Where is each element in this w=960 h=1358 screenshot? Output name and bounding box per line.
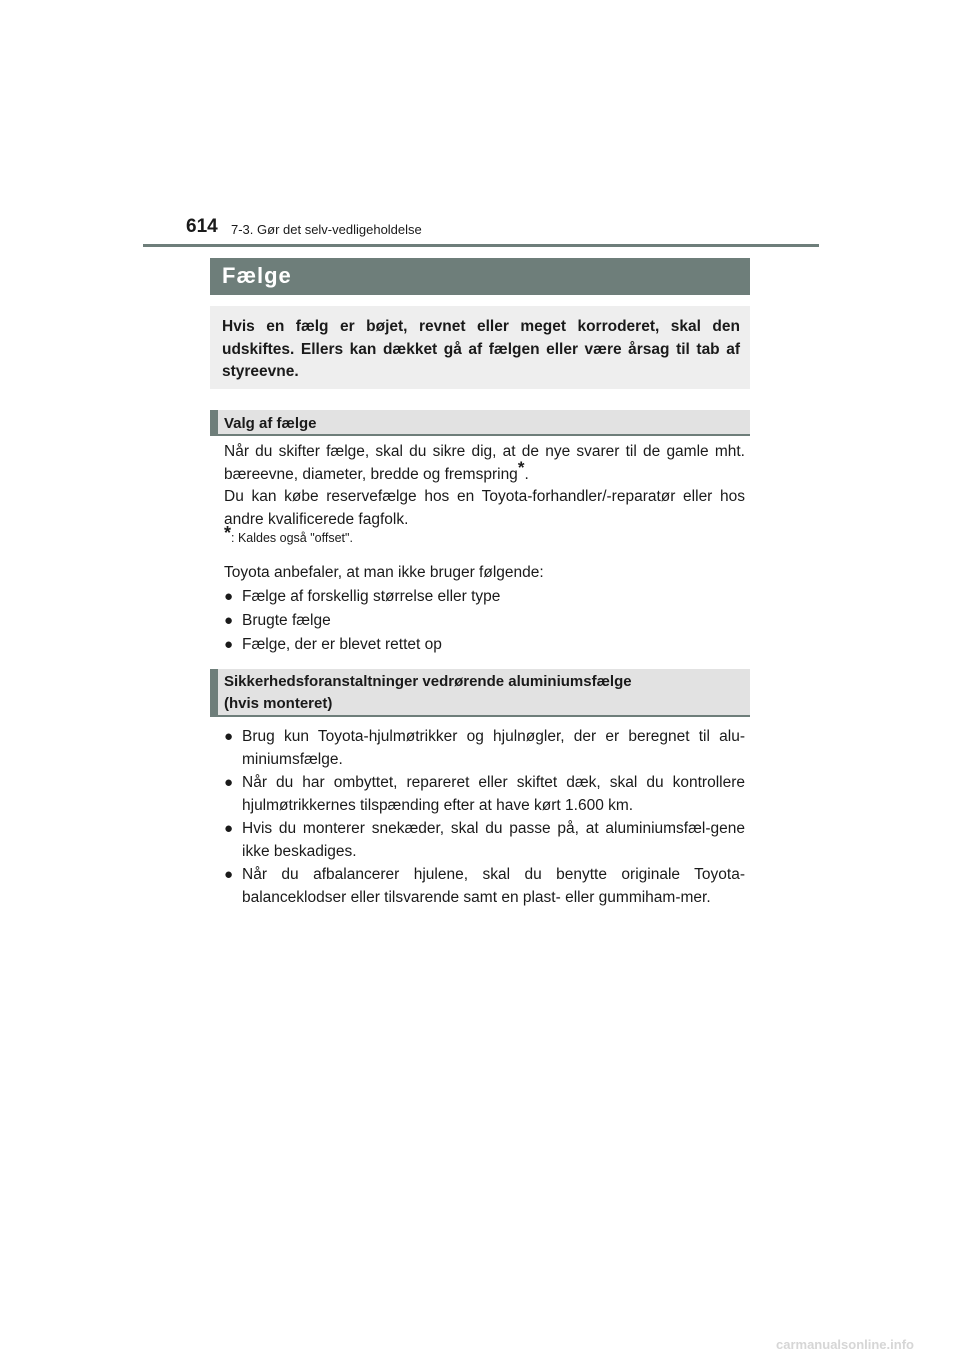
paragraph-reservefaelge: Du kan købe reservefælge hos en Toyota-forhandler/-reparatør eller hos andre kvalificerede fagfolk. (224, 488, 745, 528)
list-item (224, 817, 745, 863)
paragraph-valg-text: Når du skifter fælge, skal du sikre dig, at de nye svarer til de gamle mht. bæreevne, diameter, bredde og fremspring (224, 443, 745, 483)
list-item-text: Når du har ombyttet, repareret eller skiftet dæk, skal du kontrollere hjulmøtrikkernes tilspænding efter at have kørt 1.600 km. (242, 774, 745, 814)
list-item-text: Fælge af forskellig størrelse eller type (242, 588, 501, 605)
paragraph-valg (224, 441, 745, 486)
section-heading-aluminium (210, 669, 750, 717)
bullet-icon: ● (224, 774, 234, 791)
paragraph-valg-end: . (524, 465, 529, 483)
bullet-icon: ● (224, 820, 234, 837)
header-rule (143, 244, 819, 247)
list-item-text: Hvis du monterer snekæder, skal du passe på, at aluminiumsfæl-gene ikke beskadiges. (242, 820, 745, 860)
list-item (224, 633, 745, 656)
watermark: carmanualsonline.info (776, 1337, 914, 1352)
intro-box: Hvis en fælg er bøjet, revnet eller meget korroderet, skal den udskiftes. Ellers kan dækket gå af fælgen eller være årsag til tab af styreevne. (210, 306, 750, 389)
recommend-text: Toyota anbefaler, at man ikke bruger følgende: (224, 564, 544, 581)
section-path: 7-3. Gør det selv-vedligeholdelse (231, 222, 422, 237)
footnote-star: * (224, 523, 232, 543)
bullet-icon: ● (224, 728, 234, 745)
section-heading-line: (hvis monteret) (224, 695, 333, 712)
list-item-text: Når du afbalancerer hjulene, skal du benytte originale Toyota-balanceklodser eller tilsvarende samt en plast- eller gummiham-mer. (242, 866, 745, 906)
page-number: 614 (186, 216, 218, 237)
list-item (224, 609, 745, 632)
page-title: Fælge (210, 258, 750, 295)
footnote-marker: * (517, 457, 525, 477)
section-heading-valg: Valg af fælge (210, 410, 750, 436)
bullet-icon: ● (224, 636, 234, 653)
list-item-text: Brugte fælge (242, 612, 331, 629)
section-heading-line: Sikkerhedsforanstaltninger vedrørende aluminiumsfælge (224, 673, 632, 690)
list-item (224, 863, 745, 909)
bullet-icon: ● (224, 866, 234, 883)
list-item (224, 771, 745, 817)
list-item (224, 585, 745, 608)
list-item (224, 725, 745, 771)
bullet-icon: ● (224, 612, 234, 629)
list-item-text: Fælge, der er blevet rettet op (242, 636, 442, 653)
footnote-text: : Kaldes også "offset". (231, 531, 353, 545)
bullet-icon: ● (224, 588, 234, 605)
footnote (224, 523, 353, 545)
list-item-text: Brug kun Toyota-hjulmøtrikker og hjulnøgler, der er beregnet til alu-miniumsfælge. (242, 728, 745, 768)
